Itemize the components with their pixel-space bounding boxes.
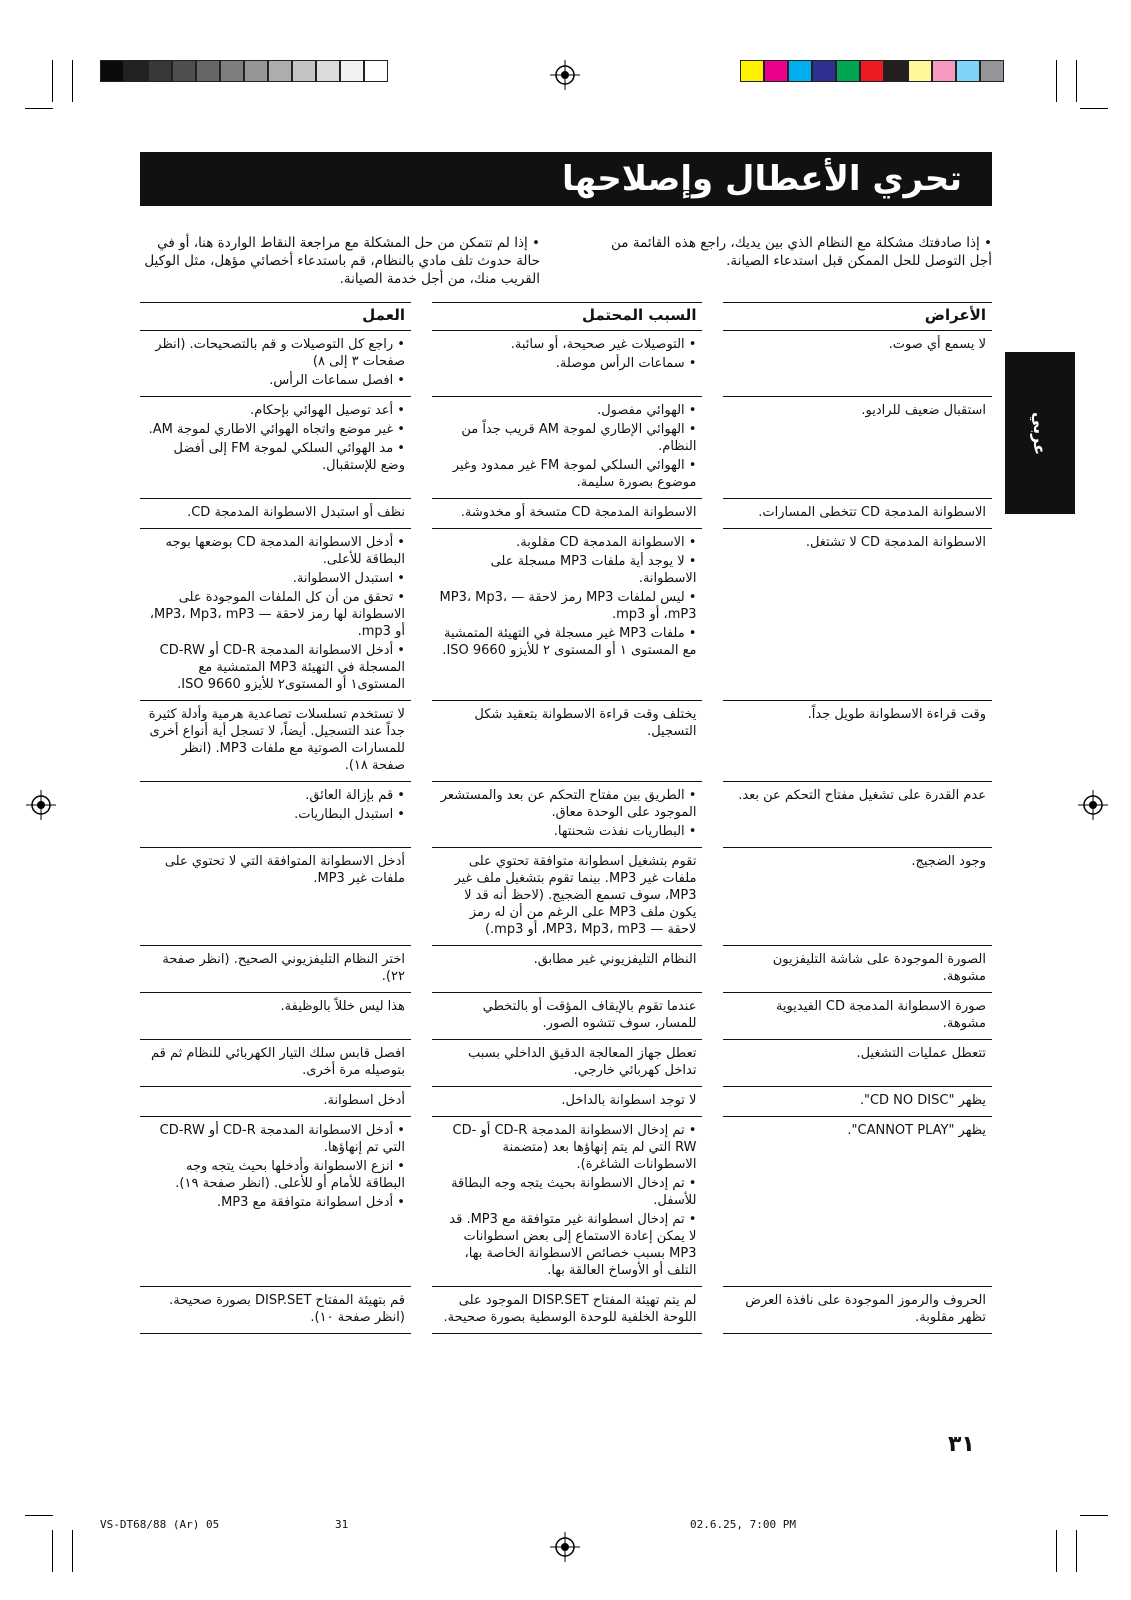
- action-item: • استبدل الاسطوانة.: [292, 571, 405, 586]
- language-tab: [1005, 352, 1075, 514]
- symptom-cell: [723, 331, 992, 397]
- symptom-text: استقبال ضعيف للراديو.: [861, 403, 986, 418]
- cause-cell: [432, 499, 703, 529]
- cause-item: • لا يوجد أية ملفات MP3 مسجلة على الاسطوانة.: [490, 554, 697, 586]
- cause-item: عندما تقوم بالإيقاف المؤقت أو بالتخطي للمسار، سوف تتشوه الصور.: [482, 999, 697, 1031]
- cause-item: لم يتم تهيئة المفتاح DISP.SET الموجود على اللوحة الخلفية للوحدة الوسطية بصورة صحيحة.: [443, 1293, 697, 1325]
- cause-item: تقوم بتشغيل اسطوانة متوافقة تحتوي على ملفات غير MP3. بينما تقوم بتشغيل ملف غير MP3، سوف تسمع الضجيج. (لاحظ أنه قد لا يكون ملف MP3 على الرغم من أن له رمز لاحقة — MP3، Mp3، mP3، أو mp3.): [454, 854, 697, 937]
- cause-cell: [432, 397, 703, 499]
- cause-cell: [432, 1087, 703, 1117]
- action-item: لا تستخدم تسلسلات تصاعدية هرمية وأدلة كثيرة جداً عند التسجيل. أيضاً، لا تسجل أية أنواع أخرى للمسارات الصوتية مع ملفات MP3. (انظر صفحة ١٨).: [148, 707, 405, 773]
- cause-item: • الهوائي السلكي لموجة FM غير ممدود وغير موضوع بصورة سليمة.: [452, 458, 697, 490]
- action-item: • تحقق من أن كل الملفات الموجودة على الاسطوانة لها رمز لاحقة — MP3، Mp3، mP3، أو mp3.: [149, 590, 405, 639]
- troubleshooting-table: [140, 302, 992, 1334]
- symptom-cell: [723, 499, 992, 529]
- crop-mark: [25, 1515, 53, 1516]
- symptom-cell: [723, 946, 992, 993]
- color-swatch: [860, 60, 884, 82]
- action-cell: [140, 529, 411, 701]
- action-item: • استبدل البطاريات.: [294, 807, 405, 822]
- cause-cell: [432, 848, 703, 946]
- symptom-cell: [723, 1117, 992, 1287]
- color-swatch: [812, 60, 836, 82]
- symptom-text: يظهر "CANNOT PLAY".: [847, 1123, 986, 1138]
- cause-cell: [432, 946, 703, 993]
- cause-item: الاسطوانة المدمجة CD متسخة أو مخدوشة.: [460, 505, 697, 520]
- action-item: أدخل الاسطوانة المتوافقة التي لا تحتوي على ملفات غير MP3.: [164, 854, 405, 886]
- action-cell: [140, 1287, 411, 1334]
- crop-mark: [1076, 60, 1077, 102]
- cause-cell: [432, 993, 703, 1040]
- cause-item: • ملفات MP3 غير مسجلة في التهيئة المتمشية مع المستوى ١ أو المستوى ٢ للأيزو ISO 9660.: [442, 626, 697, 658]
- gray-swatch: [316, 60, 340, 82]
- table-row: [140, 782, 992, 848]
- symptom-text: لا يسمع أي صوت.: [888, 337, 986, 352]
- registration-mark-icon: [1078, 790, 1108, 820]
- gray-swatch: [148, 60, 172, 82]
- action-item: • مد الهوائي السلكي لموجة FM إلى أفضل وضع للإستقبال.: [173, 441, 405, 473]
- action-item: • أدخل الاسطوانة المدمجة CD-R أو CD-RW التي تم إنهاؤها.: [159, 1123, 405, 1155]
- table-row: [140, 701, 992, 782]
- intro-right-text: إذا صادفتك مشكلة مع النظام الذي بين يديك، راجع هذه القائمة من أجل التوصل للحل الممكن قبل استدعاء الصيانة.: [611, 235, 992, 269]
- cause-cell: [432, 331, 703, 397]
- registration-mark-icon: [26, 790, 56, 820]
- header-action: العمل: [140, 302, 411, 331]
- gray-swatch: [244, 60, 268, 82]
- symptom-cell: [723, 397, 992, 499]
- action-cell: [140, 848, 411, 946]
- color-swatch: [740, 60, 764, 82]
- color-swatch: [884, 60, 908, 82]
- cause-item: • تم إدخال الاسطوانة المدمجة CD-R أو CD-RW التي لم يتم إنهاؤها بعد (متضمنة الاسطوانات الشاغرة).: [452, 1123, 697, 1172]
- symptom-text: الصورة الموجودة على شاشة التليفزيون مشوهة.: [772, 952, 986, 984]
- action-cell: [140, 1117, 411, 1287]
- gray-swatch: [292, 60, 316, 82]
- cause-cell: [432, 701, 703, 782]
- color-swatch: [788, 60, 812, 82]
- action-item: نظف أو استبدل الاسطوانة المدمجة CD.: [187, 505, 405, 520]
- cause-item: تعطل جهاز المعالجة الدقيق الداخلي بسبب تداخل كهربائي خارجي.: [468, 1046, 697, 1078]
- cause-cell: [432, 782, 703, 848]
- action-cell: [140, 499, 411, 529]
- color-swatch: [836, 60, 860, 82]
- symptom-cell: [723, 1040, 992, 1087]
- grayscale-calibration-strip: [100, 60, 388, 82]
- symptom-cell: [723, 993, 992, 1040]
- intro-note-left: • إذا لم تتمكن من حل المشكلة مع مراجعة النقاط الواردة هنا، أو في حالة حدوث تلف مادي بالنظام، قم باستدعاء أخصائي مؤهل، مثل الوكيل القريب منك، من أجل خدمة الصيانة.: [144, 235, 540, 287]
- action-item: قم بتهيئة المفتاح DISP.SET بصورة صحيحة. (انظر صفحة ١٠).: [169, 1293, 405, 1325]
- registration-mark-icon: [550, 1532, 580, 1562]
- action-item: • أعد توصيل الهوائي بإحكام.: [250, 403, 405, 418]
- cause-item: يختلف وقت قراءة الاسطوانة بتعقيد شكل التسجيل.: [474, 707, 697, 739]
- crop-mark: [25, 108, 53, 109]
- color-swatch: [764, 60, 788, 82]
- gray-swatch: [124, 60, 148, 82]
- cause-item: • الاسطوانة المدمجة CD مقلوبة.: [516, 535, 697, 550]
- gray-swatch: [196, 60, 220, 82]
- action-item: افصل قابس سلك التيار الكهربائي للنظام ثم قم بتوصيله مرة أخرى.: [150, 1046, 405, 1078]
- action-cell: [140, 1087, 411, 1117]
- symptom-text: وجود الضجيج.: [911, 854, 986, 869]
- action-cell: [140, 946, 411, 993]
- intro-left-text: إذا لم تتمكن من حل المشكلة مع مراجعة النقاط الواردة هنا، أو في حالة حدوث تلف مادي بالنظام، قم باستدعاء أخصائي مؤهل، مثل الوكيل القريب منك، من أجل خدمة الصيانة.: [144, 235, 540, 287]
- crop-mark: [1076, 1530, 1077, 1572]
- table-row: [140, 1087, 992, 1117]
- table-row: [140, 499, 992, 529]
- color-swatch: [932, 60, 956, 82]
- cause-cell: [432, 1287, 703, 1334]
- color-swatch: [956, 60, 980, 82]
- action-item: اختر النظام التليفزيوني الصحيح. (انظر صفحة ٢٢).: [162, 952, 405, 984]
- table-row: [140, 946, 992, 993]
- cause-item: • البطاريات نفذت شحنتها.: [553, 824, 697, 839]
- symptom-cell: [723, 1087, 992, 1117]
- footer-datetime: 02.6.25, 7:00 PM: [690, 1518, 796, 1531]
- gray-swatch: [100, 60, 124, 82]
- action-item: هذا ليس خللاً بالوظيفة.: [280, 999, 405, 1014]
- crop-mark: [1080, 108, 1108, 109]
- cause-item: • الطريق بين مفتاح التحكم عن بعد والمستشعر الموجود على الوحدة معاق.: [440, 788, 697, 820]
- cause-item: • الهوائي مفصول.: [597, 403, 697, 418]
- action-cell: [140, 782, 411, 848]
- symptom-cell: [723, 1287, 992, 1334]
- action-item: • انزع الاسطوانة وأدخلها بحيث يتجه وجه البطاقة للأمام أو للأعلى. (انظر صفحة ١٩).: [175, 1159, 405, 1191]
- action-item: • أدخل الاسطوانة المدمجة CD-R أو CD-RW المسجلة في التهيئة MP3 المتمشية مع المستوى١ أو المستوى٢ للأيزو ISO 9660.: [159, 643, 405, 692]
- table-row: [140, 331, 992, 397]
- cause-item: • سماعات الرأس موصلة.: [555, 356, 697, 371]
- action-cell: [140, 331, 411, 397]
- action-cell: [140, 701, 411, 782]
- color-swatch: [980, 60, 1004, 82]
- table-row: [140, 993, 992, 1040]
- symptom-text: صورة الاسطوانة المدمجة CD الفيديوية مشوهة.: [775, 999, 986, 1031]
- troubleshooting-table-body: [140, 331, 992, 1334]
- symptom-text: تتعطل عمليات التشغيل.: [856, 1046, 986, 1061]
- gray-swatch: [268, 60, 292, 82]
- action-item: • غير موضع واتجاه الهوائي الاطاري لموجة AM.: [148, 422, 405, 437]
- crop-mark: [1056, 60, 1057, 102]
- symptom-text: عدم القدرة على تشغيل مفتاح التحكم عن بعد.: [738, 788, 986, 803]
- action-cell: [140, 1040, 411, 1087]
- crop-mark: [52, 1530, 53, 1572]
- table-row: [140, 529, 992, 701]
- action-item: • أدخل اسطوانة متوافقة مع MP3.: [216, 1195, 405, 1210]
- gray-swatch: [220, 60, 244, 82]
- cause-item: لا توجد اسطوانة بالداخل.: [561, 1093, 697, 1108]
- table-row: [140, 1117, 992, 1287]
- crop-mark: [1056, 1530, 1057, 1572]
- color-calibration-strip: [740, 60, 1004, 82]
- symptom-cell: [723, 529, 992, 701]
- symptom-text: يظهر "CD NO DISC".: [859, 1093, 986, 1108]
- gray-swatch: [172, 60, 196, 82]
- crop-mark: [72, 60, 73, 102]
- symptom-text: الحروف والرموز الموجودة على نافذة العرض تظهر مقلوبة.: [745, 1293, 986, 1325]
- symptom-text: الاسطوانة المدمجة CD لا تشتغل.: [805, 535, 986, 550]
- symptom-cell: [723, 701, 992, 782]
- table-row: [140, 397, 992, 499]
- symptom-text: وقت قراءة الاسطوانة طويل جداً.: [807, 707, 986, 722]
- cause-item: • الهوائي الإطاري لموجة AM قريب جداً من النظام.: [461, 422, 697, 454]
- action-item: • أدخل الاسطوانة المدمجة CD بوضعها بوجه البطاقة للأعلى.: [165, 535, 405, 567]
- footer-page: 31: [335, 1518, 349, 1531]
- action-item: • افصل سماعات الرأس.: [269, 373, 405, 388]
- crop-mark: [72, 1530, 73, 1572]
- page-number: ٣١: [948, 1432, 975, 1457]
- cause-item: • تم إدخال الاسطوانة بحيث يتجه وجه البطاقة للأسفل.: [451, 1176, 697, 1208]
- gray-swatch: [364, 60, 388, 82]
- page-title: تحري الأعطال وإصلاحها: [140, 152, 992, 206]
- table-row: [140, 1287, 992, 1334]
- cause-cell: [432, 1040, 703, 1087]
- crop-mark: [1080, 1515, 1108, 1516]
- action-item: • راجع كل التوصيلات و قم بالتصحيحات. (انظر صفحات ٣ إلى ٨): [155, 337, 405, 369]
- cause-cell: [432, 529, 703, 701]
- action-cell: [140, 993, 411, 1040]
- action-item: • قم بإزالة العائق.: [305, 788, 405, 803]
- cause-item: • تم إدخال اسطوانة غير متوافقة مع MP3. قد لا يمكن إعادة الاستماع إلى بعض اسطوانات MP3 بسبب خصائص الاسطوانة الخاصة بها، التلف أو الأوساخ العالقة بها.: [449, 1212, 697, 1278]
- gray-swatch: [340, 60, 364, 82]
- table-row: [140, 848, 992, 946]
- action-item: أدخل اسطوانة.: [323, 1093, 405, 1108]
- footer-file-name: VS-DT68/88 (Ar) 05: [100, 1518, 220, 1531]
- symptom-text: الاسطوانة المدمجة CD تتخطى المسارات.: [758, 505, 986, 520]
- symptom-cell: [723, 782, 992, 848]
- table-header-row: [140, 302, 992, 331]
- cause-item: • ليس لملفات MP3 رمز لاحقة — MP3، Mp3، mP3، أو mp3.: [439, 590, 697, 622]
- symptom-cell: [723, 848, 992, 946]
- intro-note-right: • إذا صادفتك مشكلة مع النظام الذي بين يديك، راجع هذه القائمة من أجل التوصل للحل الممكن قبل استدعاء الصيانة.: [611, 235, 992, 269]
- language-tab-label: عربي: [1030, 411, 1050, 455]
- header-symptom: الأعراض: [723, 302, 992, 331]
- action-cell: [140, 397, 411, 499]
- header-cause: السبب المحتمل: [432, 302, 703, 331]
- color-swatch: [908, 60, 932, 82]
- cause-item: النظام التليفزيوني غير مطابق.: [533, 952, 697, 967]
- cause-cell: [432, 1117, 703, 1287]
- cause-item: • التوصيلات غير صحيحة، أو سائبة.: [510, 337, 697, 352]
- crop-mark: [52, 60, 53, 102]
- registration-mark-icon: [550, 60, 580, 90]
- table-row: [140, 1040, 992, 1087]
